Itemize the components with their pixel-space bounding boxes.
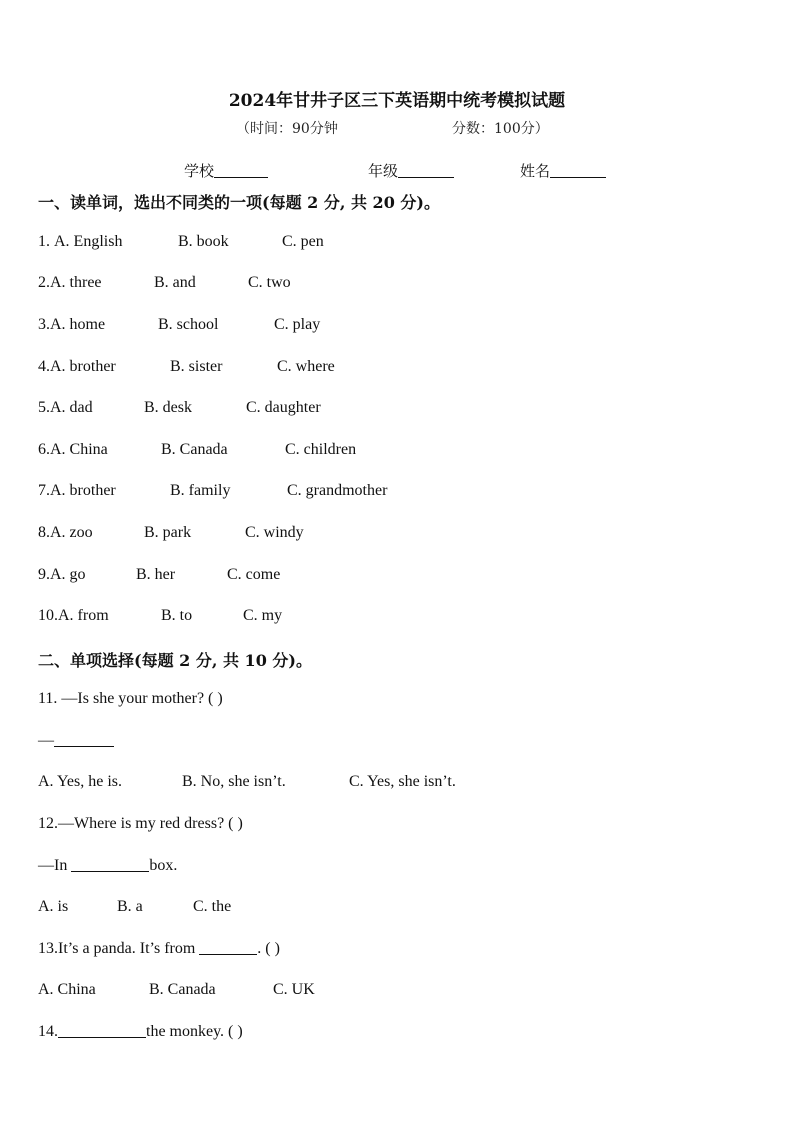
question-11-options (38, 773, 456, 791)
question-13-options (38, 981, 315, 999)
option-a: A. brother (50, 482, 116, 499)
option-b: B. family (170, 482, 231, 499)
question-number: 1. (38, 233, 54, 250)
grade-field (368, 160, 454, 181)
name-blank[interactable] (550, 163, 606, 178)
option-a: A. brother (50, 358, 116, 375)
option-c: C. UK (273, 981, 315, 998)
school-field (184, 160, 268, 181)
option-b: B. sister (170, 358, 223, 375)
option-a: A. from (58, 607, 109, 624)
option-c: C. Yes, she isn’t. (349, 773, 456, 790)
question-number: 2. (38, 274, 50, 291)
question-number: 7. (38, 482, 50, 499)
question-number: 5. (38, 399, 50, 416)
section-1-heading: 一、读单词，选出不同类的一项(每题 2 分, 共 20 分)。 (38, 193, 440, 212)
question-8 (38, 524, 304, 542)
option-b: B. her (136, 566, 176, 583)
option-b: B. park (144, 524, 192, 541)
option-c: C. two (248, 274, 291, 291)
question-number: 4. (38, 358, 50, 375)
grade-label: 年级 (368, 162, 399, 180)
exam-title: 2024年甘井子区三下英语期中统考模拟试题 (228, 91, 566, 111)
option-b: B. desk (144, 399, 192, 416)
question-11: 11. —Is she your mother? ( ) (38, 690, 223, 707)
question-2 (38, 274, 291, 292)
question-13 (38, 940, 280, 958)
question-12-options (38, 898, 231, 916)
option-b: B. book (178, 233, 229, 250)
exam-time: （时间：90分钟 (236, 121, 338, 137)
option-b: B. to (161, 607, 193, 624)
option-a: A. Yes, he is. (38, 773, 123, 790)
question-text: 13.It’s a panda. It’s from (38, 940, 200, 957)
option-c: C. where (277, 358, 335, 375)
option-c: C. children (285, 441, 357, 458)
dash: — (38, 732, 54, 749)
question-6 (38, 441, 356, 459)
option-b: B. Canada (161, 441, 228, 458)
option-b: B. school (158, 316, 219, 333)
option-a: A. three (50, 274, 102, 291)
question-5 (38, 399, 321, 417)
answer-blank[interactable] (58, 1023, 146, 1038)
question-12-answer (38, 857, 177, 875)
question-number: 6. (38, 441, 50, 458)
school-blank[interactable] (214, 163, 268, 178)
option-a: A. go (50, 566, 86, 583)
question-10 (38, 607, 282, 625)
question-text-end: . ( ) (257, 940, 280, 957)
option-a: A. English (54, 233, 123, 250)
option-a: A. China (38, 981, 96, 998)
grade-blank[interactable] (398, 163, 454, 178)
option-c: C. windy (245, 524, 304, 541)
option-c: C. come (227, 566, 281, 583)
question-number: 10. (38, 607, 58, 624)
name-field (520, 160, 606, 181)
option-c: C. grandmother (287, 482, 388, 499)
question-11-answer (38, 732, 114, 750)
answer-blank[interactable] (71, 857, 149, 872)
option-c: C. pen (282, 233, 324, 250)
question-9 (38, 566, 280, 584)
option-b: B. No, she isn’t. (182, 773, 286, 790)
in-prefix: —In (38, 857, 72, 874)
question-4 (38, 358, 335, 376)
question-number: 9. (38, 566, 50, 583)
option-c: C. daughter (246, 399, 321, 416)
question-7 (38, 482, 387, 500)
option-b: B. a (117, 898, 143, 915)
option-b: B. Canada (149, 981, 216, 998)
exam-score: 分数：100分） (452, 121, 549, 137)
option-c: C. my (243, 607, 283, 624)
option-a: A. home (50, 316, 106, 333)
question-12: 12.—Where is my red dress? ( ) (38, 815, 243, 832)
section-2-heading: 二、单项选择(每题 2 分, 共 10 分)。 (38, 651, 312, 670)
answer-blank[interactable] (199, 940, 257, 955)
question-number: 3. (38, 316, 50, 333)
name-label: 姓名 (520, 162, 551, 180)
option-a: A. is (38, 898, 69, 915)
question-14 (38, 1023, 243, 1041)
question-number: 8. (38, 524, 50, 541)
question-1 (38, 233, 324, 251)
option-c: C. play (274, 316, 321, 333)
question-3 (38, 316, 320, 334)
option-a: A. dad (50, 399, 93, 416)
question-number: 14. (38, 1023, 58, 1040)
option-b: B. and (154, 274, 196, 291)
option-a: A. zoo (50, 524, 93, 541)
answer-blank[interactable] (54, 732, 114, 747)
in-suffix: box. (149, 857, 178, 874)
school-label: 学校 (184, 162, 215, 180)
option-c: C. the (193, 898, 232, 915)
option-a: A. China (50, 441, 108, 458)
question-text: the monkey. ( ) (146, 1023, 243, 1040)
